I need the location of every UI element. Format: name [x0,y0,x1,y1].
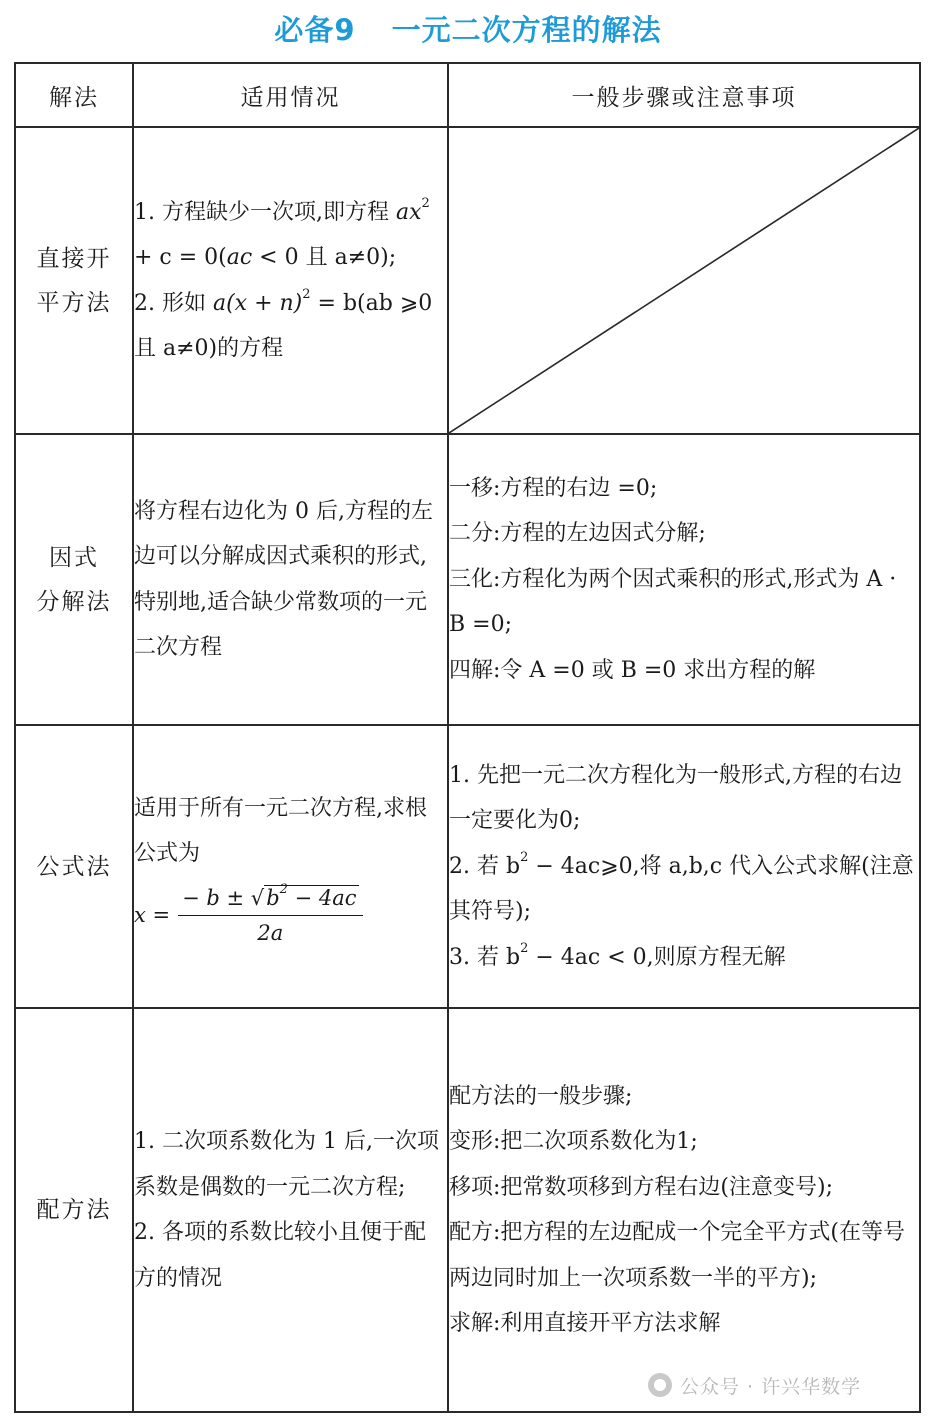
header-condition: 适用情况 [133,63,448,127]
step-item: 2. 若 $b^2$ − 4ac⩾0,将 a,b,c 代入公式求解(注意其符号); [449,849,914,925]
header-steps: 一般步骤或注意事项 [448,63,920,127]
formula-numerator: − $b \pm √b^2 - 4ac$ [178,883,362,916]
step-item: 1. 先把一元二次方程化为一般形式,方程的右边一定要化为0; [449,762,902,834]
method-line: 因式 [49,544,99,571]
method-line: 平方法 [36,289,112,316]
condition-text: 将方程右边化为 0 后,方程的左边可以分解成因式乘积的形式,特别地,适合缺少常数项的一元二次方程 [134,498,433,660]
header-row [15,63,920,127]
method-line: 分解法 [36,588,112,615]
condition-cell [133,127,448,434]
method-line: 配方法 [36,1197,112,1223]
method-cell [15,725,133,1008]
watermark [648,1368,861,1402]
step-item: 变形:把二次项系数化为1; [449,1129,698,1154]
title-number: 必备9 [274,13,356,47]
steps-cell [448,434,920,725]
condition-item: 1. 二次项系数化为 1 后,一次项系数是偶数的一元二次方程; [134,1129,439,1200]
condition-text: 适用于所有一元二次方程,求根公式为 [134,795,427,866]
formula-radicand: $b^2 - 4ac$ [266,881,357,910]
table-row [15,127,920,434]
steps-cell [448,1008,920,1412]
step-item: 3. 若 $b^2 - 4ac < 0$,则原方程无解 [449,940,786,970]
condition-cell [133,725,448,1008]
condition-cell [133,1008,448,1412]
table-row [15,725,920,1008]
step-item: 配方:把方程的左边配成一个完全平方式(在等号两边同时加上一次项系数一半的平方); [449,1220,905,1291]
step-item: 移项:把常数项移到方程右边(注意变号); [449,1174,833,1200]
formula-denominator: 2a [257,920,284,945]
diagonal-line [449,128,919,433]
methods-table [14,62,921,1413]
page-title [0,8,936,56]
condition-item: 2. 形如 $a(x + n)^2 = b(ab$ ⩾0 且 a≠0)的方程 [134,286,433,361]
table-row [15,1008,920,1412]
quadratic-formula [134,883,363,948]
table-row [15,434,920,725]
method-cell [15,127,133,434]
method-line: 直接开 [36,245,112,272]
method-cell [15,434,133,725]
wechat-logo-icon [648,1373,672,1397]
formula-fraction [178,883,362,948]
method-line: 公式法 [36,853,112,880]
condition-item: 2. 各项的系数比较小且便于配方的情况 [134,1220,426,1291]
method-cell [15,1008,133,1412]
title-text: 一元二次方程的解法 [391,13,662,47]
step-item: 配方法的一般步骤; [449,1083,633,1109]
steps-cell [448,725,920,1008]
header-method: 解法 [15,63,133,127]
empty-diagonal-cell [448,127,920,434]
step-item: 二分:方程的左边因式分解; [449,521,706,547]
formula-lhs: x = [134,903,171,927]
watermark-text: 公众号 · 许兴华数学 [680,1375,862,1398]
step-item: 一移:方程的右边 =0; [449,475,658,501]
step-item: 四解:令 A =0 或 B =0 求出方程的解 [449,657,816,683]
condition-cell [133,434,448,725]
step-item: 求解:利用直接开平方法求解 [449,1311,721,1336]
condition-item: 1. 方程缺少一次项,即方程 $ax^2 + c = 0(ac < 0$ 且 a≠0); [134,195,430,270]
step-item: 三化:方程化为两个因式乘积的形式,形式为 A · B =0; [449,566,897,638]
